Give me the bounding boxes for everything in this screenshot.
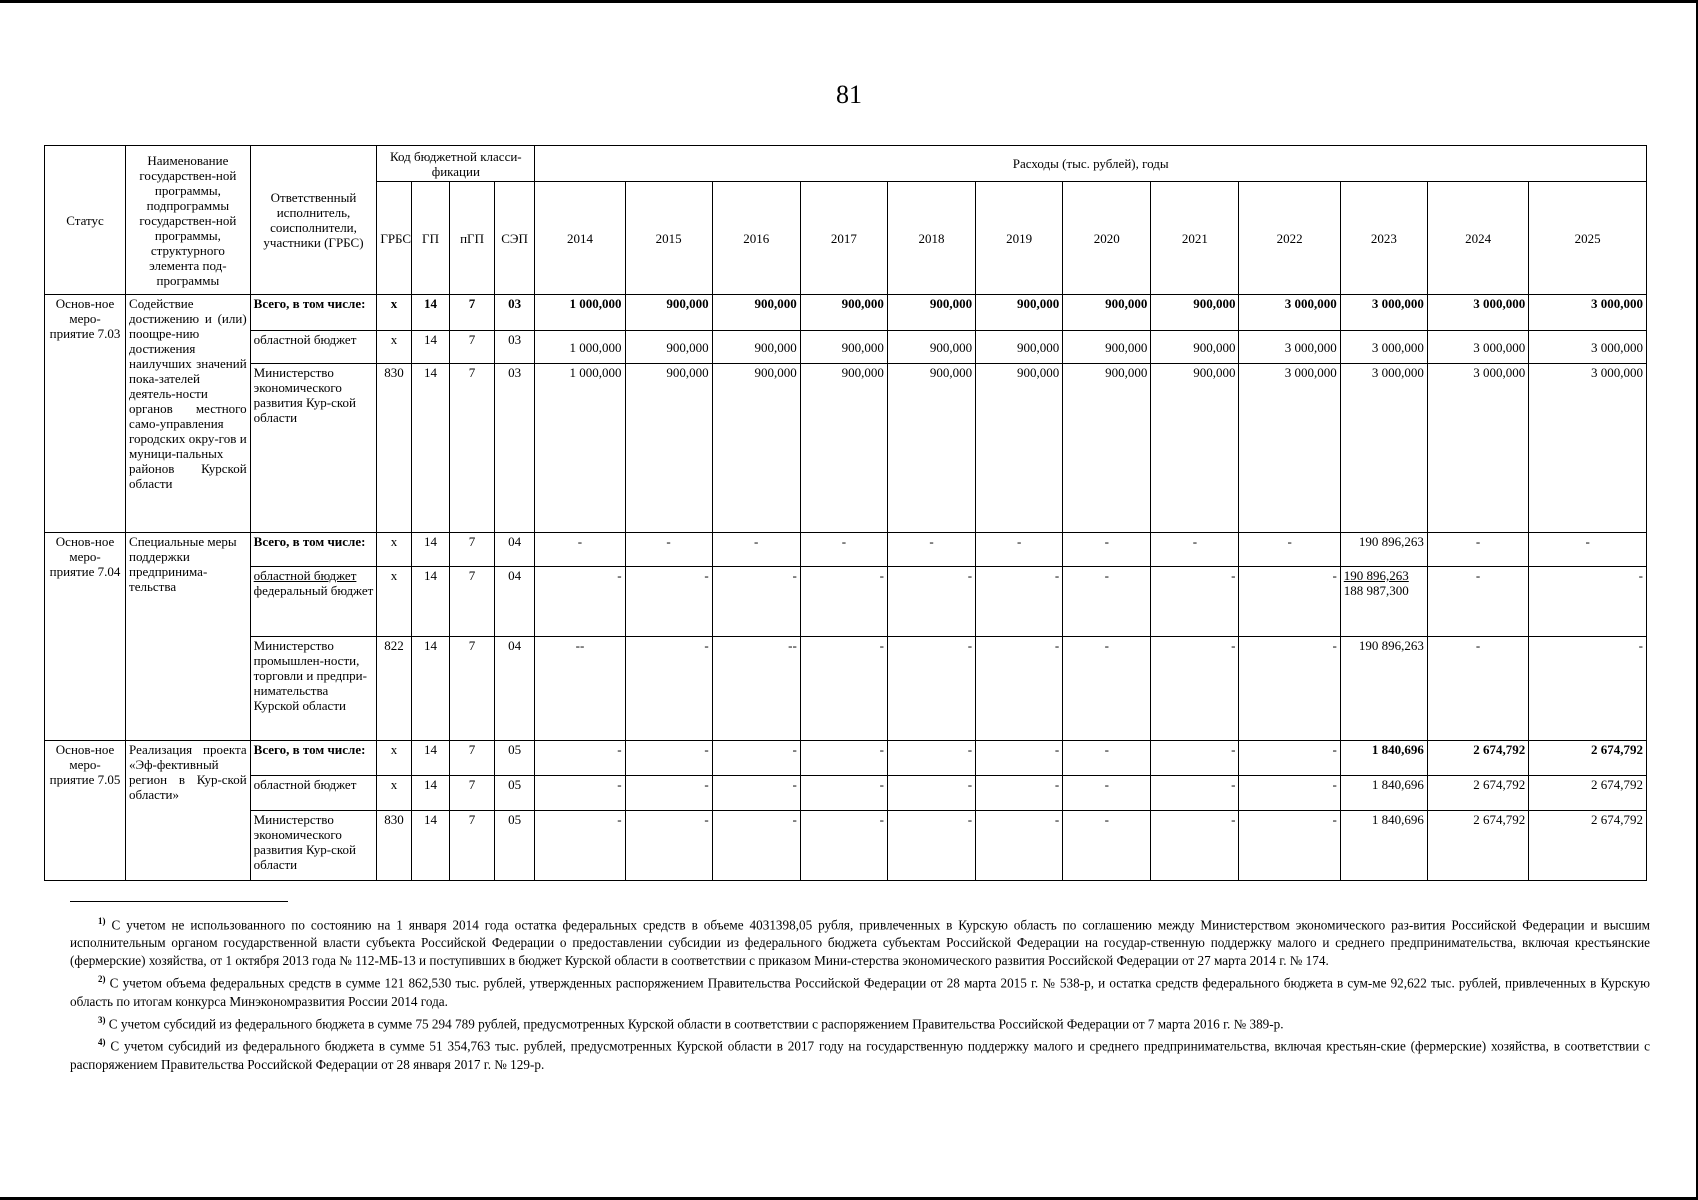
cell-value: -: [976, 567, 1063, 637]
cell-value: -: [625, 567, 712, 637]
row-responsible: Министерство экономического развития Кур-ской области: [250, 364, 377, 533]
row-responsible: [250, 567, 377, 637]
cell-value: -: [535, 567, 625, 637]
header-year: 2016: [712, 182, 800, 295]
cell-pgp: 7: [450, 364, 495, 533]
cell-value: -: [976, 637, 1063, 741]
cell-value: -: [712, 741, 800, 776]
cell-grbs: x: [377, 533, 411, 567]
cell-value: -: [625, 533, 712, 567]
cell-value: -: [535, 741, 625, 776]
cell-value: 900,000: [1151, 331, 1239, 364]
cell-value: 900,000: [800, 331, 887, 364]
cell-value: -: [887, 741, 975, 776]
cell-gp: 14: [411, 533, 450, 567]
cell-value-2023: [1340, 567, 1427, 637]
cell-value: 900,000: [712, 331, 800, 364]
footnotes: [70, 912, 1650, 1074]
cell-value: 1 000,000: [535, 331, 625, 364]
cell-sep: 03: [494, 331, 535, 364]
cell-pgp: 7: [450, 567, 495, 637]
cell-sep: 04: [494, 533, 535, 567]
cell-value: -: [887, 533, 975, 567]
header-expenses: Расходы (тыс. рублей), годы: [535, 146, 1647, 182]
cell-grbs: 830: [377, 364, 411, 533]
cell-value: -: [712, 567, 800, 637]
row-responsible: Всего, в том числе:: [250, 741, 377, 776]
cell-value: 3 000,000: [1529, 331, 1647, 364]
cell-grbs: x: [377, 776, 411, 811]
cell-value: -: [976, 533, 1063, 567]
row-responsible: Всего, в том числе:: [250, 295, 377, 331]
cell-grbs: x: [377, 567, 411, 637]
cell-value: -: [976, 811, 1063, 881]
cell-value: 900,000: [625, 295, 712, 331]
cell-value: -: [1239, 637, 1340, 741]
cell-value: -: [1427, 567, 1528, 637]
cell-value: -: [1151, 637, 1239, 741]
top-border: [0, 0, 1698, 3]
cell-value: 900,000: [887, 364, 975, 533]
cell-value: 1 000,000: [535, 295, 625, 331]
cell-value: -: [1529, 533, 1647, 567]
header-year: 2018: [887, 182, 975, 295]
cell-value: 2 674,792: [1427, 811, 1528, 881]
row-responsible: Всего, в том числе:: [250, 533, 377, 567]
cell-value: -: [976, 776, 1063, 811]
page-number: 81: [836, 80, 862, 109]
cell-value: 900,000: [1063, 331, 1151, 364]
header-year: 2020: [1063, 182, 1151, 295]
cell-gp: 14: [411, 331, 450, 364]
cell-value: 900,000: [887, 331, 975, 364]
group-status: Основ-ное меро-приятие 7.05: [45, 741, 126, 881]
cell-value: 2 674,792: [1427, 741, 1528, 776]
footnote-mark: 2): [98, 974, 106, 985]
cell-value: 2 674,792: [1529, 741, 1647, 776]
header-year: 2014: [535, 182, 625, 295]
cell-value: -: [1063, 741, 1151, 776]
cell-value: -: [1427, 637, 1528, 741]
cell-gp: 14: [411, 637, 450, 741]
cell-value: 2 674,792: [1529, 811, 1647, 881]
cell-sep: 04: [494, 567, 535, 637]
cell-value: 900,000: [712, 295, 800, 331]
cell-gp: 14: [411, 567, 450, 637]
cell-value: -: [1529, 567, 1647, 637]
footnote-mark: 4): [98, 1037, 106, 1048]
resp-federal-budget: федеральный бюджет: [253, 583, 374, 598]
header-year: 2015: [625, 182, 712, 295]
cell-value: -: [887, 811, 975, 881]
header-year: 2023: [1340, 182, 1427, 295]
cell-pgp: 7: [450, 331, 495, 364]
cell-value: 1 840,696: [1340, 741, 1427, 776]
row-responsible: областной бюджет: [250, 331, 377, 364]
header-year: 2021: [1151, 182, 1239, 295]
cell-pgp: 7: [450, 295, 495, 331]
footnote-mark: 1): [98, 916, 106, 926]
cell-value: 1 000,000: [535, 364, 625, 533]
cell-value: -: [800, 741, 887, 776]
footnote-text: С учетом не использованного по состоянию на 1 января 2014 года остатка федеральных средств в объеме 4031398,05 рубля, привлеченных в Курскую область по соглашению между Министерством экономического раз-вития Российской Федерации и высшим исполнительным органом государственной власти субъекта Российской Федерации о предоставлении субсидии из федерального бюджета субъектам Российской Федерации на государ-ственную поддержку малого и среднего предпринимательства, включая крестьянские (фермерские) хозяйства, от 1 октября 2013 года № 112-МБ-13 и поступивших в бюджет Курской области в соответствии с приказом Мини-стерства экономического развития Российской Федерации от 27 марта 2014 г. № 174.: [70, 917, 1650, 969]
cell-value: 900,000: [625, 364, 712, 533]
cell-value: 900,000: [976, 295, 1063, 331]
cell-value: -: [800, 533, 887, 567]
cell-value: -: [625, 776, 712, 811]
header-responsible: Ответственный исполнитель, соисполнители, участники (ГРБС): [250, 146, 377, 295]
cell-value: -: [1151, 533, 1239, 567]
cell-value: -: [625, 741, 712, 776]
cell-grbs: 822: [377, 637, 411, 741]
cell-value: -: [800, 567, 887, 637]
row-responsible: Министерство промышлен-ности, торговли и предпри-нимательства Курской области: [250, 637, 377, 741]
row-responsible: Министерство экономического развития Кур-ской области: [250, 811, 377, 881]
header-pgp: пГП: [450, 182, 495, 295]
cell-gp: 14: [411, 741, 450, 776]
cell-value: --: [712, 637, 800, 741]
cell-grbs: x: [377, 295, 411, 331]
cell-value: 3 000,000: [1239, 364, 1340, 533]
cell-grbs: 830: [377, 811, 411, 881]
cell-grbs: x: [377, 741, 411, 776]
group-name: Реализация проекта «Эф-фективный регион в Кур-ской области»: [126, 741, 251, 881]
cell-value: 900,000: [887, 295, 975, 331]
footnote: [70, 912, 1650, 970]
cell-value: 900,000: [712, 364, 800, 533]
footnote: [70, 1033, 1650, 1073]
footnote-mark: 3): [98, 1014, 106, 1025]
cell-value: 190 896,263: [1340, 533, 1427, 567]
cell-value: 900,000: [976, 364, 1063, 533]
resp-regional-budget: областной бюджет: [253, 568, 357, 583]
cell-value: -: [887, 637, 975, 741]
group-status: Основ-ное меро-приятие 7.04: [45, 533, 126, 741]
cell-value: -: [1151, 741, 1239, 776]
header-name: Наименование государствен-ной программы, подпрограммы государствен-ной программы, структурного элемента под-программы: [126, 146, 251, 295]
cell-value: -: [1239, 533, 1340, 567]
cell-value: -: [1529, 637, 1647, 741]
cell-value: -: [1063, 567, 1151, 637]
header-status: Статус: [45, 146, 126, 295]
cell-pgp: 7: [450, 776, 495, 811]
cell-value: -: [535, 811, 625, 881]
cell-value: 3 000,000: [1427, 364, 1528, 533]
cell-value: 900,000: [1151, 364, 1239, 533]
cell-value: 3 000,000: [1340, 364, 1427, 533]
cell-value: 3 000,000: [1340, 295, 1427, 331]
cell-pgp: 7: [450, 811, 495, 881]
cell-value: 900,000: [800, 295, 887, 331]
header-year: 2019: [976, 182, 1063, 295]
footnote: [70, 1011, 1650, 1033]
cell-value: -: [712, 776, 800, 811]
cell-value: 2 674,792: [1529, 776, 1647, 811]
cell-pgp: 7: [450, 637, 495, 741]
cell-value: 3 000,000: [1239, 295, 1340, 331]
cell-grbs: x: [377, 331, 411, 364]
group-name: Специальные меры поддержки предпринима-тельства: [126, 533, 251, 741]
cell-sep: 04: [494, 637, 535, 741]
header-year: 2024: [1427, 182, 1528, 295]
cell-value: 1 840,696: [1340, 776, 1427, 811]
cell-sep: 05: [494, 741, 535, 776]
group-status: Основ-ное меро-приятие 7.03: [45, 295, 126, 533]
cell-sep: 03: [494, 364, 535, 533]
cell-value: 900,000: [976, 331, 1063, 364]
cell-value: --: [535, 637, 625, 741]
cell-gp: 14: [411, 811, 450, 881]
header-grbs: ГРБС: [377, 182, 411, 295]
cell-pgp: 7: [450, 741, 495, 776]
cell-value: 3 000,000: [1340, 331, 1427, 364]
value-regional: 190 896,263: [1343, 568, 1409, 583]
footnote-text: С учетом субсидий из федерального бюджета в сумме 75 294 789 рублей, предусмотренных Курской области в соответствии с распоряжением Правительства Российской Федерации от 7 марта 2016 г. № 389-р.: [108, 1016, 1284, 1032]
cell-sep: 05: [494, 811, 535, 881]
cell-value: 3 000,000: [1529, 364, 1647, 533]
header-year: 2017: [800, 182, 887, 295]
footnote-text: С учетом объема федеральных средств в сумме 121 862,530 тыс. рублей, утвержденных распоряжением Правительства Российской Федерации от 28 марта 2015 г. № 538-р, и остатка средств федерального бюджета в сум-ме 92,622 тыс. рублей, привлеченных в Курскую область по итогам конкурса Минэкономразвития России 2014 года.: [70, 975, 1650, 1009]
cell-value: -: [1063, 776, 1151, 811]
cell-value: -: [1239, 811, 1340, 881]
cell-value: -: [1151, 811, 1239, 881]
cell-value: -: [1239, 741, 1340, 776]
cell-value: 3 000,000: [1427, 331, 1528, 364]
cell-gp: 14: [411, 776, 450, 811]
cell-value: -: [1063, 533, 1151, 567]
cell-value: -: [1427, 533, 1528, 567]
cell-value: -: [800, 776, 887, 811]
cell-value: 3 000,000: [1529, 295, 1647, 331]
cell-value: -: [887, 776, 975, 811]
cell-value: -: [712, 811, 800, 881]
cell-value: -: [1239, 567, 1340, 637]
header-gp: ГП: [411, 182, 450, 295]
value-federal: 188 987,300: [1343, 583, 1409, 598]
cell-value: 900,000: [1151, 295, 1239, 331]
cell-pgp: 7: [450, 533, 495, 567]
header-year: 2022: [1239, 182, 1340, 295]
cell-value: 1 840,696: [1340, 811, 1427, 881]
cell-value: 900,000: [800, 364, 887, 533]
cell-value: -: [887, 567, 975, 637]
cell-value: -: [535, 533, 625, 567]
cell-value: -: [1151, 567, 1239, 637]
cell-value: -: [535, 776, 625, 811]
cell-value: -: [1239, 776, 1340, 811]
cell-gp: 14: [411, 295, 450, 331]
cell-value: -: [976, 741, 1063, 776]
footnote: [70, 970, 1650, 1010]
cell-gp: 14: [411, 364, 450, 533]
cell-value: 3 000,000: [1239, 331, 1340, 364]
cell-value: -: [1063, 637, 1151, 741]
cell-sep: 05: [494, 776, 535, 811]
footnote-separator: [70, 901, 288, 902]
cell-value: -: [800, 811, 887, 881]
header-year: 2025: [1529, 182, 1647, 295]
cell-value: -: [1063, 811, 1151, 881]
group-name: Содействие достижению и (или) поощре-нию достижения наилучших значений пока-зателей деятель-ности органов местного само-управления городских окру-гов и муници-пальных районов Курской области: [126, 295, 251, 533]
cell-sep: 03: [494, 295, 535, 331]
cell-value: 900,000: [1063, 364, 1151, 533]
cell-value: -: [800, 637, 887, 741]
header-budget-code: Код бюджетной класси-фикации: [377, 146, 535, 182]
footnote-text: С учетом субсидий из федерального бюджета в сумме 51 354,763 тыс. рублей, предусмотренных Курской области в 2017 году на государственную поддержку малого и среднего предпринимательства, включая крестьян-ские (фермерские) хозяйства, в соответствии с распоряжением Правительства Российской Федерации от 28 января 2017 г. № 129-р.: [70, 1038, 1651, 1072]
cell-value: -: [625, 811, 712, 881]
cell-value: 3 000,000: [1427, 295, 1528, 331]
cell-value: -: [1151, 776, 1239, 811]
cell-value: 190 896,263: [1340, 637, 1427, 741]
cell-value: 2 674,792: [1427, 776, 1528, 811]
cell-value: -: [712, 533, 800, 567]
cell-value: 900,000: [625, 331, 712, 364]
header-sep: СЭП: [494, 182, 535, 295]
cell-value: 900,000: [1063, 295, 1151, 331]
row-responsible: областной бюджет: [250, 776, 377, 811]
cell-value: -: [625, 637, 712, 741]
expenses-table: [44, 145, 1647, 881]
